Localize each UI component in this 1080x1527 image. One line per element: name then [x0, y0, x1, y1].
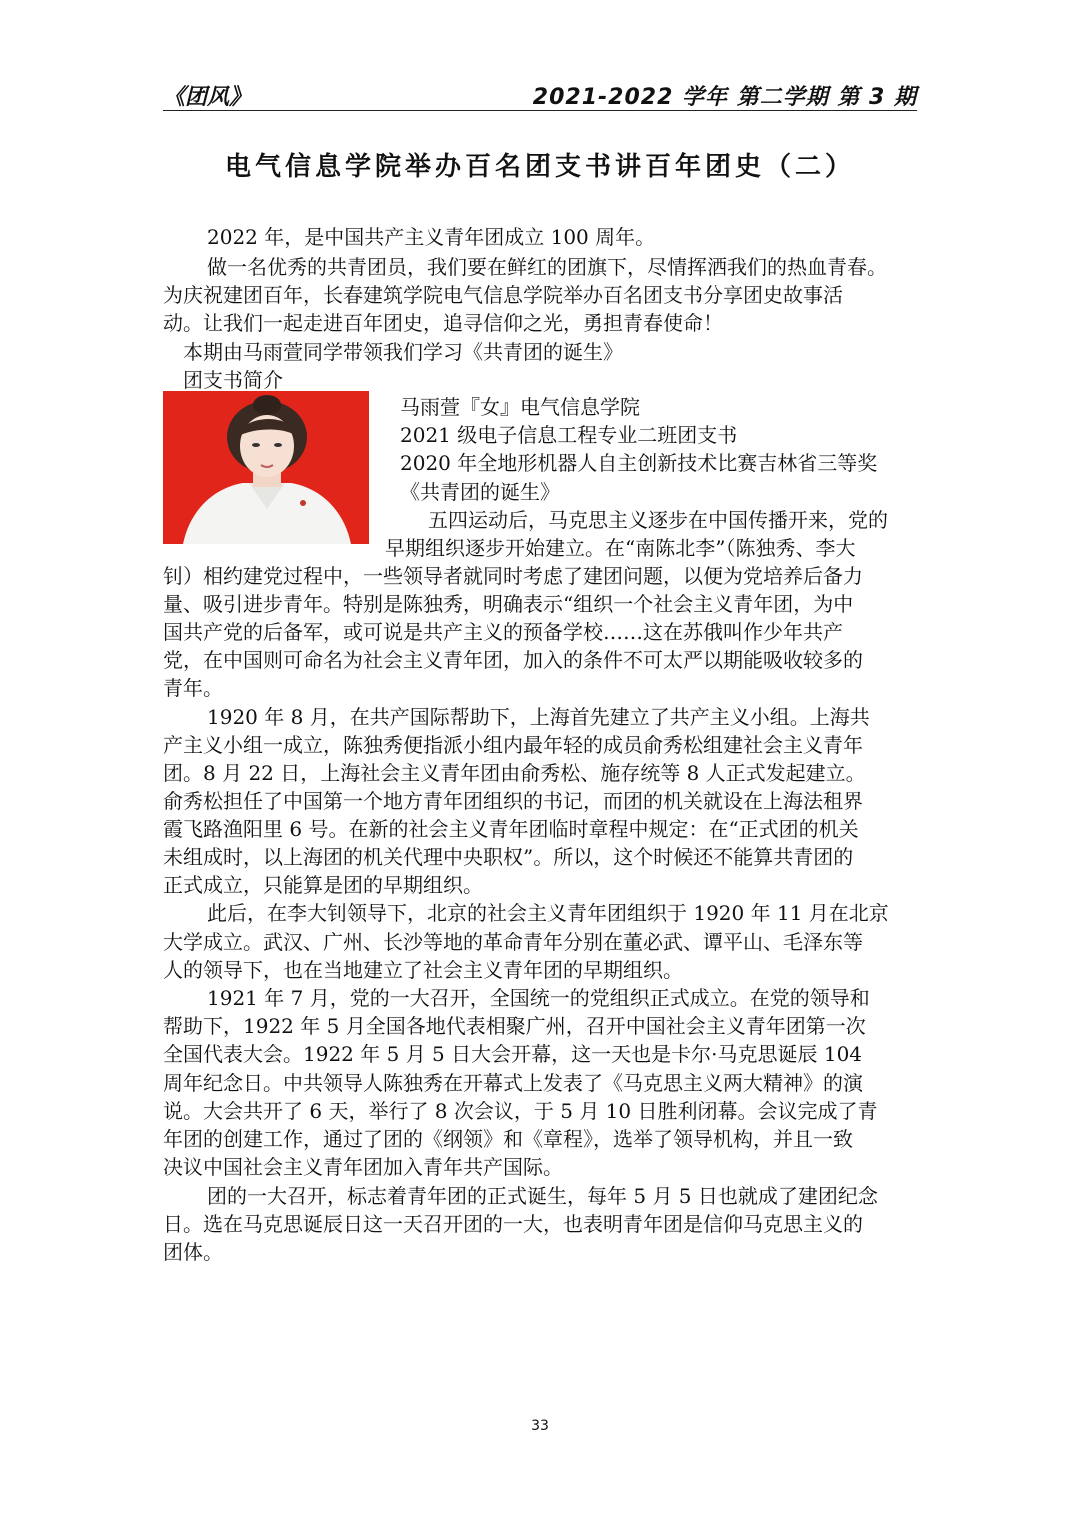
paragraph-line: 青年。 — [163, 676, 223, 700]
paragraph-line: 钊）相约建党过程中，一些领导者就同时考虑了建团问题，以便为党培养后备力 — [163, 564, 863, 588]
paragraph-line: 正式成立，只能算是团的早期组织。 — [163, 873, 483, 897]
paragraph-line: 为庆祝建团百年，长春建筑学院电气信息学院举办百名团支书分享团史故事活 — [163, 283, 843, 307]
paragraph-line: 决议中国社会主义青年团加入青年共产国际。 — [163, 1155, 563, 1179]
header-rule — [163, 110, 917, 111]
paragraph-line: 党，在中国则可命名为社会主义青年团，加入的条件不可太严以期能吸收较多的 — [163, 648, 863, 672]
paragraph-line: 早期组织逐步开始建立。在“南陈北李”（陈独秀、李大 — [385, 536, 856, 560]
paragraph-line: 量、吸引进步青年。特别是陈独秀，明确表示“组织一个社会主义青年团，为中 — [163, 592, 854, 616]
paragraph-line: 1920 年 8 月，在共产国际帮助下，上海首先建立了共产主义小组。上海共 — [207, 705, 870, 729]
paragraph-line: 人的领导下，也在当地建立了社会主义青年团的早期组织。 — [163, 958, 683, 982]
article-title: 电气信息学院举办百名团支书讲百年团史（二） — [224, 152, 855, 182]
paragraph-line: 本期由马雨萱同学带领我们学习《共青团的诞生》 — [183, 340, 623, 364]
profile-class: 2021 级电子信息工程专业二班团支书 — [400, 423, 738, 447]
paragraph-line: 2022 年，是中国共产主义青年团成立 100 周年。 — [207, 225, 656, 249]
portrait-photo — [163, 391, 369, 544]
paragraph-line: 国共产党的后备军，或可说是共产主义的预备学校……这在苏俄叫作少年共产 — [163, 620, 843, 644]
profile-award: 2020 年全地形机器人自主创新技术比赛吉林省三等奖 — [400, 451, 878, 475]
paragraph-line: 未组成时，以上海团的机关代理中央职权”。所以，这个时候还不能算共青团的 — [163, 845, 854, 869]
section-heading: 团支书简介 — [183, 368, 283, 392]
paragraph-line: 年团的创建工作，通过了团的《纲领》和《章程》，选举了领导机构，并且一致 — [163, 1127, 853, 1151]
issue-info: 2021-2022 学年 第二学期 第 3 期 — [532, 85, 917, 110]
paragraph-line: 说。大会共开了 6 天，举行了 8 次会议，于 5 月 10 日胜利闭幕。会议完成了青 — [163, 1099, 878, 1123]
paragraph-line: 团。8 月 22 日，上海社会主义青年团由俞秀松、施存统等 8 人正式发起建立。 — [163, 761, 866, 785]
paragraph-line: 俞秀松担任了中国第一个地方青年团组织的书记，而团的机关就设在上海法租界 — [163, 789, 863, 813]
profile-name: 马雨萱『女』电气信息学院 — [400, 395, 640, 419]
paragraph-line: 团的一大召开，标志着青年团的正式诞生，每年 5 月 5 日也就成了建团纪念 — [207, 1184, 878, 1208]
paragraph-line: 1921 年 7 月，党的一大召开，全国统一的党组织正式成立。在党的领导和 — [207, 986, 870, 1010]
paragraph-line: 动。让我们一起走进百年团史，追寻信仰之光，勇担青春使命！ — [163, 311, 723, 335]
paragraph-line: 帮助下，1922 年 5 月全国各地代表相聚广州，召开中国社会主义青年团第一次 — [163, 1014, 866, 1038]
page-number: 33 — [531, 1418, 549, 1434]
paragraph-line: 周年纪念日。中共领导人陈独秀在开幕式上发表了《马克思主义两大精神》的演 — [163, 1071, 863, 1095]
paragraph-line: 产主义小组一成立，陈独秀便指派小组内最年轻的成员俞秀松组建社会主义青年 — [163, 733, 863, 757]
running-header — [163, 80, 917, 112]
paragraph-line: 霞飞路渔阳里 6 号。在新的社会主义青年团临时章程中规定：在“正式团的机关 — [163, 817, 859, 841]
portrait-illustration — [163, 391, 369, 544]
journal-name: 《团风》 — [163, 85, 252, 110]
paragraph-line: 全国代表大会。1922 年 5 月 5 日大会开幕，这一天也是卡尔·马克思诞辰 104 — [163, 1042, 863, 1066]
paragraph-line: 五四运动后，马克思主义逐步在中国传播开来，党的 — [428, 508, 888, 532]
paragraph-line: 大学成立。武汉、广州、长沙等地的革命青年分别在董必武、谭平山、毛泽东等 — [163, 930, 863, 954]
paragraph-line: 做一名优秀的共青团员，我们要在鲜红的团旗下，尽情挥洒我们的热血青春。 — [207, 255, 887, 279]
story-title: 《共青团的诞生》 — [400, 480, 560, 504]
paragraph-line: 此后，在李大钊领导下，北京的社会主义青年团组织于 1920 年 11 月在北京 — [207, 901, 889, 925]
paragraph-line: 团体。 — [163, 1240, 223, 1264]
paragraph-line: 日。选在马克思诞辰日这一天召开团的一大，也表明青年团是信仰马克思主义的 — [163, 1212, 863, 1236]
